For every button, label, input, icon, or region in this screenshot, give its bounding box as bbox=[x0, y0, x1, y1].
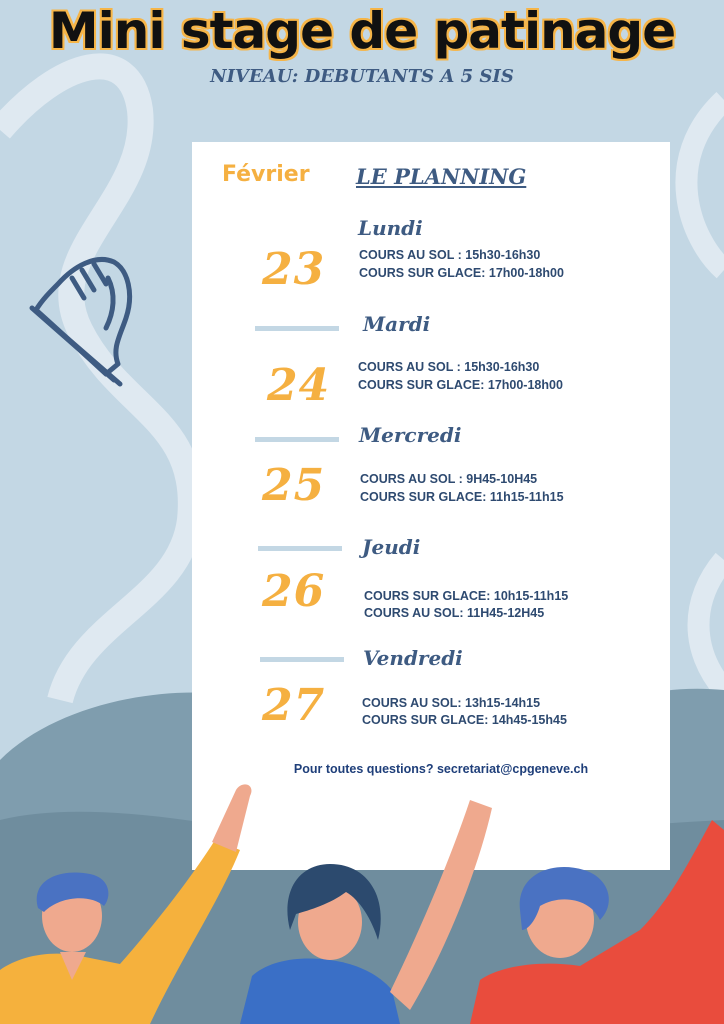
day-name-vendredi: Vendredi bbox=[363, 646, 463, 670]
people-illustration bbox=[0, 780, 724, 1024]
separator bbox=[260, 657, 344, 662]
day-name-lundi: Lundi bbox=[358, 216, 423, 240]
day-number-23: 23 bbox=[262, 244, 326, 295]
day-name-mardi: Mardi bbox=[363, 312, 431, 336]
planning-heading: LE PLANNING bbox=[356, 164, 527, 189]
day-number-27: 27 bbox=[262, 680, 326, 731]
day-number-26: 26 bbox=[262, 566, 326, 617]
schedule-line: COURS SUR GLACE: 10h15-11h15 bbox=[364, 589, 569, 603]
separator bbox=[255, 437, 339, 442]
ice-skate-icon bbox=[22, 248, 144, 388]
schedule-line: COURS AU SOL : 9H45-10H45 bbox=[360, 472, 538, 486]
schedule-line: COURS SUR GLACE: 14h45-15h45 bbox=[362, 713, 567, 727]
schedule-line: COURS AU SOL: 11H45-12H45 bbox=[364, 606, 545, 620]
schedule-line: COURS SUR GLACE: 17h00-18h00 bbox=[359, 266, 564, 280]
separator bbox=[255, 326, 339, 331]
schedule-line: COURS SUR GLACE: 11h15-11h15 bbox=[360, 490, 564, 504]
day-number-25: 25 bbox=[262, 460, 326, 511]
month-label: Février bbox=[222, 162, 310, 187]
contact-email-text: Pour toutes questions? secretariat@cpgeneve.ch bbox=[293, 762, 589, 776]
schedule-line: COURS AU SOL : 15h30-16h30 bbox=[359, 248, 541, 262]
separator bbox=[258, 546, 342, 551]
day-number-24: 24 bbox=[267, 360, 331, 411]
day-name-mercredi: Mercredi bbox=[359, 423, 462, 447]
level-subtitle: NIVEAU: DEBUTANTS A 5 SIS bbox=[210, 66, 514, 87]
page-title: Mini stage de patinage bbox=[48, 2, 676, 60]
schedule-line: COURS AU SOL : 15h30-16h30 bbox=[358, 360, 540, 374]
schedule-line: COURS AU SOL: 13h15-14h15 bbox=[362, 696, 541, 710]
schedule-line: COURS SUR GLACE: 17h00-18h00 bbox=[358, 378, 563, 392]
day-name-jeudi: Jeudi bbox=[362, 535, 421, 559]
